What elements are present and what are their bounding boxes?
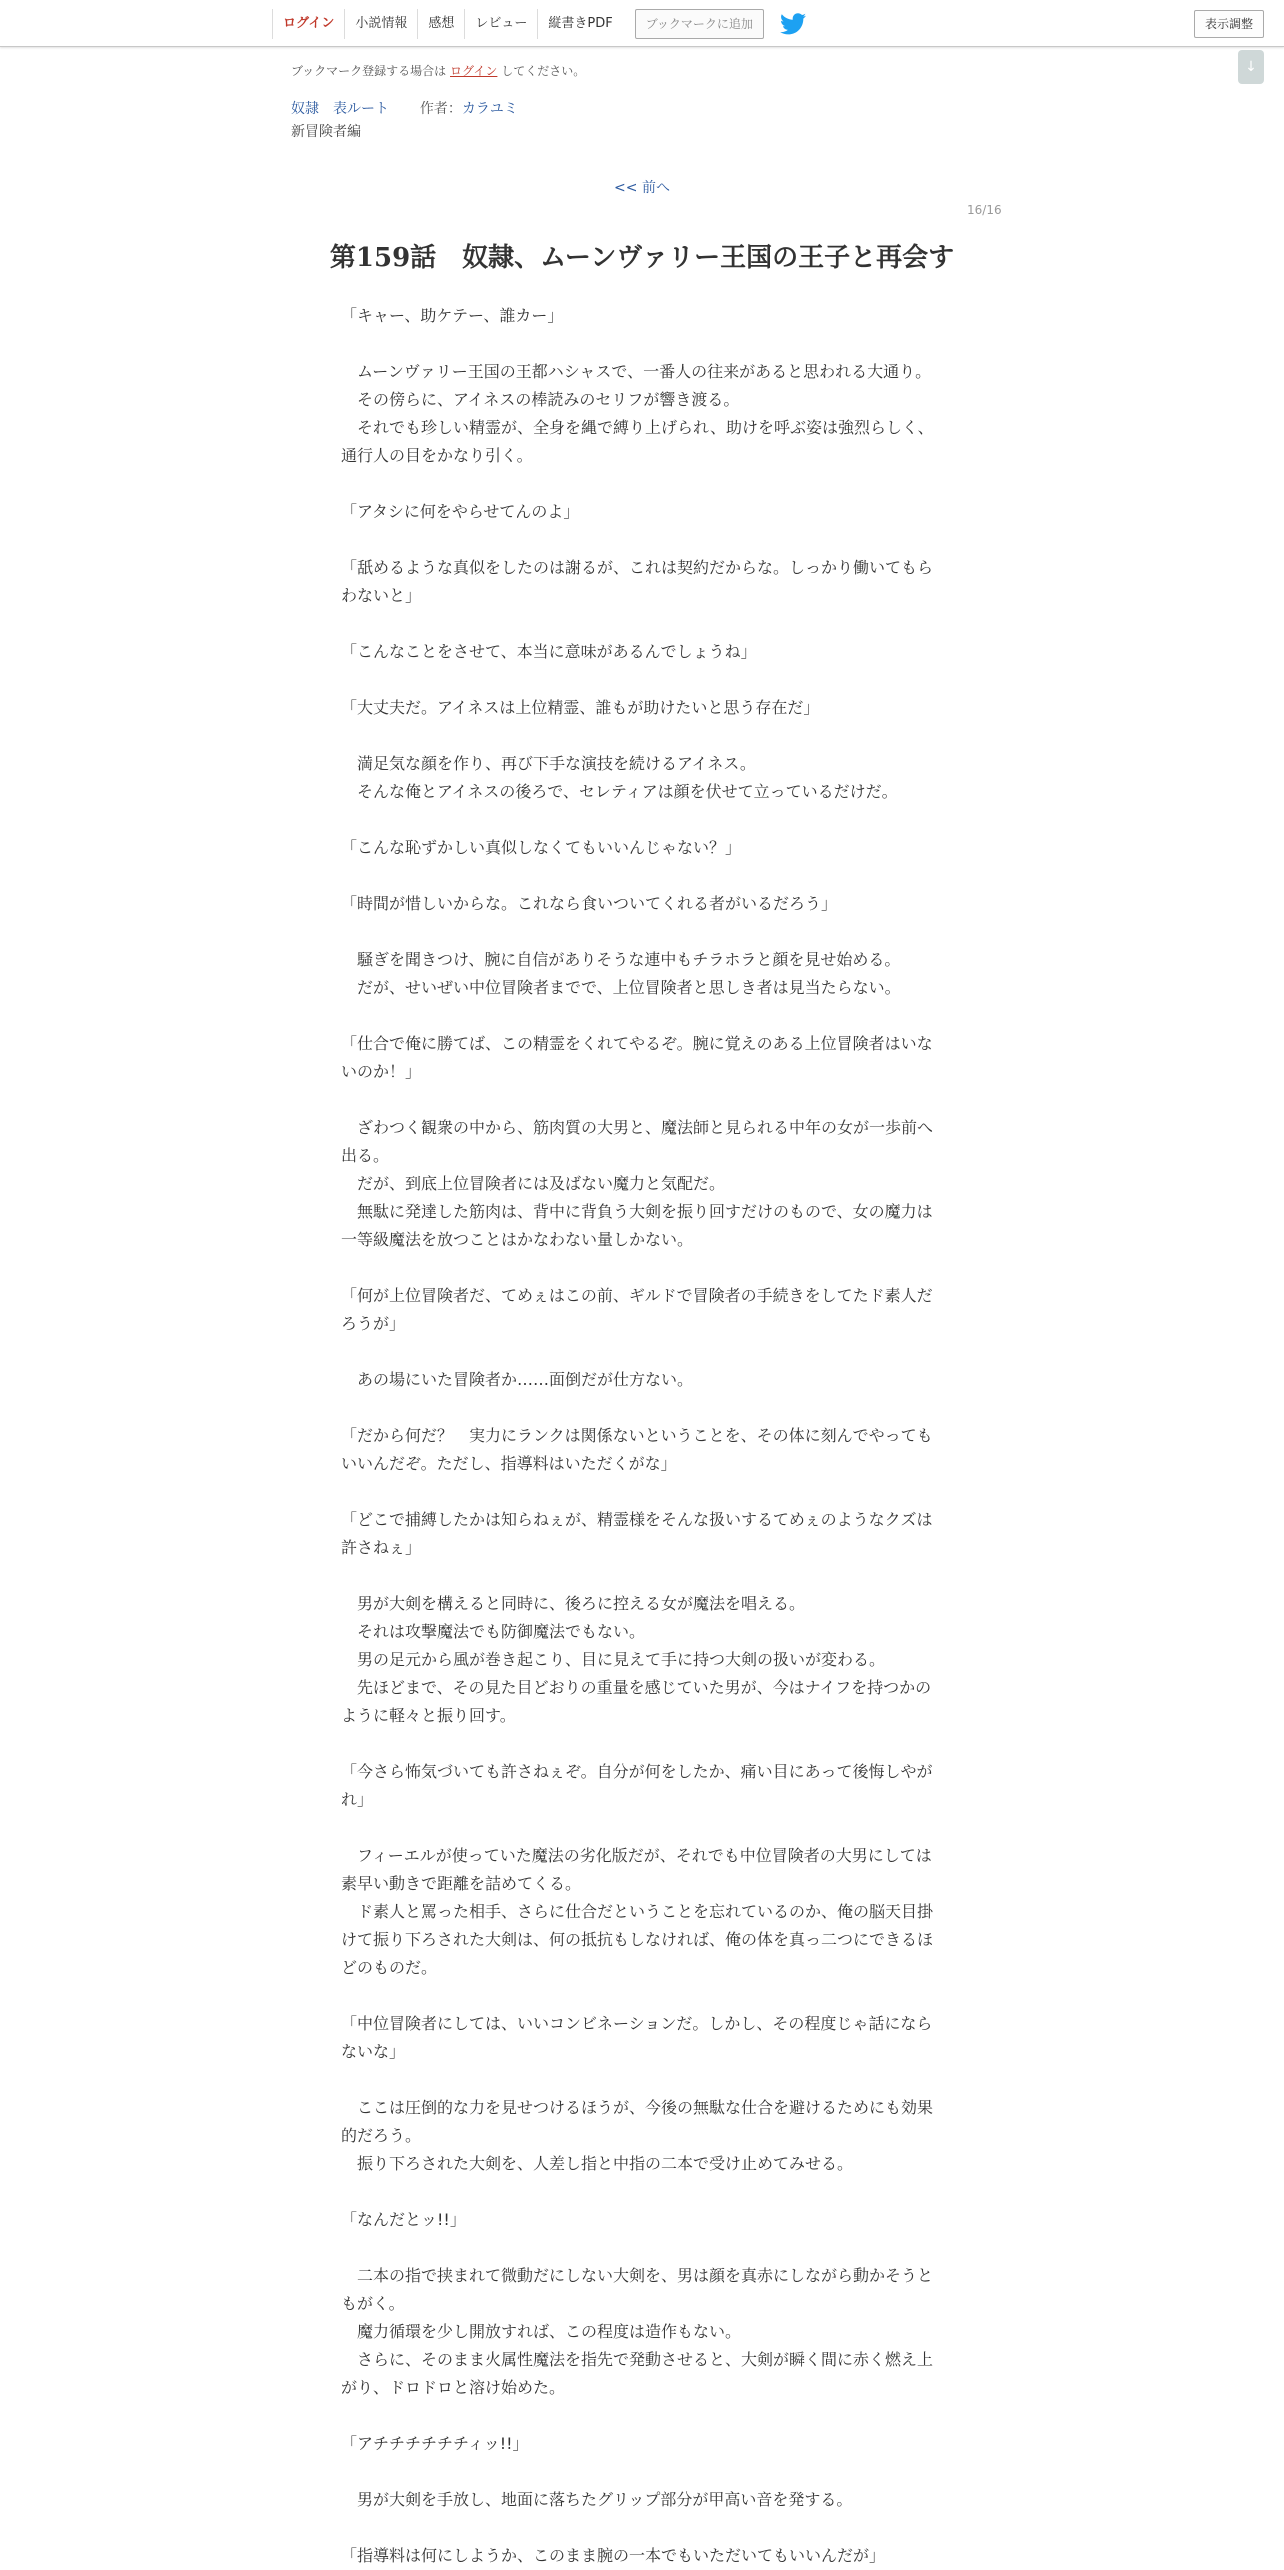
blank-line	[341, 722, 945, 750]
blank-line	[341, 2514, 945, 2542]
body-line: フィーエルが使っていた魔法の劣化版だが、それでも中位冒険者の大男にしては素早い動きで距離を詰めてくる。	[341, 1846, 932, 1893]
body-line: 「指導料は何にしようか、このまま腕の一本でもいただいてもいいんだが」	[341, 2546, 886, 2565]
body-line: その傍らに、アイネスの棒読みのセリフが響き渡る。	[341, 390, 740, 409]
blank-line	[341, 2234, 945, 2262]
nav-menu	[272, 8, 806, 40]
blank-line	[341, 1394, 945, 1422]
body-line: 二本の指で挟まれて微動だにしない大剣を、男は顔を真赤にしながら動かそうともがく。	[341, 2266, 934, 2313]
body-line: 魔力循環を少し開放すれば、この程度は造作もない。	[341, 2322, 742, 2341]
page-counter: 16/16	[967, 203, 1002, 217]
blank-line	[341, 862, 945, 890]
body-line: 騒ぎを聞きつけ、腕に自信がありそうな連中もチラホラと顔を見せ始める。	[341, 950, 901, 969]
blank-line	[341, 1562, 945, 1590]
twitter-bird-icon[interactable]	[780, 13, 806, 35]
blank-line	[341, 666, 945, 694]
blank-line	[341, 1814, 945, 1842]
blank-line	[341, 526, 945, 554]
blank-line	[341, 330, 945, 358]
prev-episode-area	[0, 177, 1284, 197]
body-line: 「なんだとッ!!」	[341, 2210, 466, 2229]
body-line: 「今さら怖気づいても許さねぇぞ。自分が何をしたか、痛い目にあって後悔しやがれ」	[341, 1762, 933, 1809]
nav-review-link[interactable]: レビュー	[464, 9, 537, 39]
nav-impressions-link[interactable]: 感想	[417, 9, 464, 39]
body-line: 男が大剣を手放し、地面に落ちたグリップ部分が甲高い音を発する。	[341, 2490, 853, 2509]
body-line: 「アチチチチチチィッ!!」	[341, 2434, 529, 2453]
body-line: 「どこで捕縛したかは知らねぇが、精霊様をそんな扱いするてめぇのようなクズは許さねぇ」	[341, 1510, 933, 1557]
blank-line	[341, 918, 945, 946]
body-line: 男の足元から風が巻き起こり、目に見えて手に持つ大剣の扱いが変わる。	[341, 1650, 886, 1669]
blank-line	[341, 1730, 945, 1758]
blank-line	[341, 470, 945, 498]
blank-line	[341, 610, 945, 638]
blank-line	[341, 2458, 945, 2486]
body-line: 「時間が惜しいからな。これなら食いついてくれる者がいるだろう」	[341, 894, 838, 913]
body-line: 振り下ろされた大剣を、人差し指と中指の二本で受け止めてみせる。	[341, 2154, 854, 2173]
body-line: 「アタシに何をやらせてんのよ」	[341, 502, 580, 521]
nav-novel-info-link[interactable]: 小説情報	[344, 9, 417, 39]
body-line: 「キャー、助ケテー、誰カー」	[341, 306, 564, 325]
display-settings-button[interactable]: 表示調整	[1194, 10, 1264, 38]
blank-line	[341, 2178, 945, 2206]
blank-line	[341, 1478, 945, 1506]
blank-line	[341, 1086, 945, 1114]
chapter-label: 新冒険者編	[291, 124, 361, 140]
nav-login-link[interactable]: ログイン	[272, 9, 344, 39]
body-line: だが、到底上位冒険者には及ばない魔力と気配だ。	[341, 1174, 726, 1193]
blank-line	[341, 1002, 945, 1030]
blank-line	[341, 2402, 945, 2430]
blank-line	[341, 806, 945, 834]
body-line: 「だから何だ？ 実力にランクは関係ないということを、その体に刻んでやってもいいんだぞ。ただし、指導料はいただくがな」	[341, 1426, 933, 1473]
body-line: 「大丈夫だ。アイネスは上位精霊、誰もが助けたいと思う存在だ」	[341, 698, 820, 717]
body-line: 「何が上位冒険者だ、てめぇはこの前、ギルドで冒険者の手続きをしてたド素人だろうが」	[341, 1286, 933, 1333]
twitter-bird-icon-svg	[780, 13, 806, 35]
blank-line	[341, 1254, 945, 1282]
top-navigation-bar	[0, 0, 1284, 47]
author-link[interactable]: カラユミ	[461, 101, 518, 117]
body-line: ここは圧倒的な力を見せつけるほうが、今後の無駄な仕合を避けるためにも効果的だろう。	[341, 2098, 934, 2145]
nav-vertical-pdf-link[interactable]: 縦書きPDF	[537, 9, 622, 39]
body-line: 先ほどまで、その見た目どおりの重量を感じていた男が、今はナイフを持つかのように軽々と振り回す。	[341, 1678, 932, 1725]
scroll-down-icon[interactable]: ↓	[1238, 50, 1264, 84]
bookmark-login-notice	[291, 62, 585, 79]
body-line: 「舐めるような真似をしたのは謝るが、これは契約だからな。しっかり働いてもらわないと」	[341, 558, 934, 605]
body-line: それは攻撃魔法でも防御魔法でもない。	[341, 1622, 646, 1641]
body-line: 満足気な顔を作り、再び下手な演技を続けるアイネス。	[341, 754, 756, 773]
blank-line	[341, 1982, 945, 2010]
body-line: ド素人と罵った相手、さらに仕合だということを忘れているのか、俺の脳天目掛けて振り下ろされた大剣は、何の抵抗もしなければ、俺の体を真っ二つにできるほどのものだ。	[341, 1902, 934, 1977]
blank-line	[341, 2066, 945, 2094]
add-bookmark-button[interactable]: ブックマークに追加	[635, 9, 764, 39]
episode-title: 第159話 奴隷、ムーンヴァリー王国の王子と再会す	[329, 243, 955, 273]
body-line: だが、せいぜい中位冒険者までで、上位冒険者と思しき者は見当たらない。	[341, 978, 901, 997]
body-line: 無駄に発達した筋肉は、背中に背負う大剣を振り回すだけのもので、女の魔力は一等級魔法を放つことはかなわない量しかない。	[341, 1202, 933, 1249]
body-line: 「中位冒険者にしては、いいコンビネーションだ。しかし、その程度じゃ話にならないな」	[341, 2014, 933, 2061]
body-line: 「こんなことをさせて、本当に意味があるんでしょうね」	[341, 642, 757, 661]
body-line: 「仕合で俺に勝てば、この精霊をくれてやるぞ。腕に覚えのある上位冒険者はいないのか！」	[341, 1034, 933, 1081]
body-line: そんな俺とアイネスの後ろで、セレティアは顔を伏せて立っているだけだ。	[341, 782, 898, 801]
body-line: さらに、そのまま火属性魔法を指先で発動させると、大剣が瞬く間に赤く燃え上がり、ドロドロと溶け始めた。	[341, 2350, 934, 2397]
novel-info	[291, 98, 518, 118]
notice-login-link[interactable]: ログイン	[450, 64, 498, 78]
episode-body-text	[341, 302, 945, 2570]
body-line: それでも珍しい精霊が、全身を縄で縛り上げられ、助けを呼ぶ姿は強烈らしく、通行人の目をかなり引く。	[341, 418, 934, 465]
prev-episode-link[interactable]: << 前へ	[614, 180, 670, 196]
body-line: 男が大剣を構えると同時に、後ろに控える女が魔法を唱える。	[341, 1594, 806, 1613]
body-line: 「こんな恥ずかしい真似しなくてもいいんじゃない？」	[341, 838, 742, 857]
body-line: ムーンヴァリー王国の王都ハシャスで、一番人の往来があると思われる大通り。	[341, 362, 932, 381]
author-label: 作者：	[419, 101, 462, 117]
blank-line	[341, 1338, 945, 1366]
notice-prefix: ブックマーク登録する場合は	[291, 64, 447, 78]
body-line: あの場にいた冒険者か……面倒だが仕方ない。	[341, 1370, 694, 1389]
novel-title-link[interactable]: 奴隷 表ルート	[291, 101, 389, 117]
body-line: ざわつく観衆の中から、筋肉質の大男と、魔法師と見られる中年の女が一歩前へ出る。	[341, 1118, 934, 1165]
notice-suffix: してください。	[501, 64, 586, 78]
